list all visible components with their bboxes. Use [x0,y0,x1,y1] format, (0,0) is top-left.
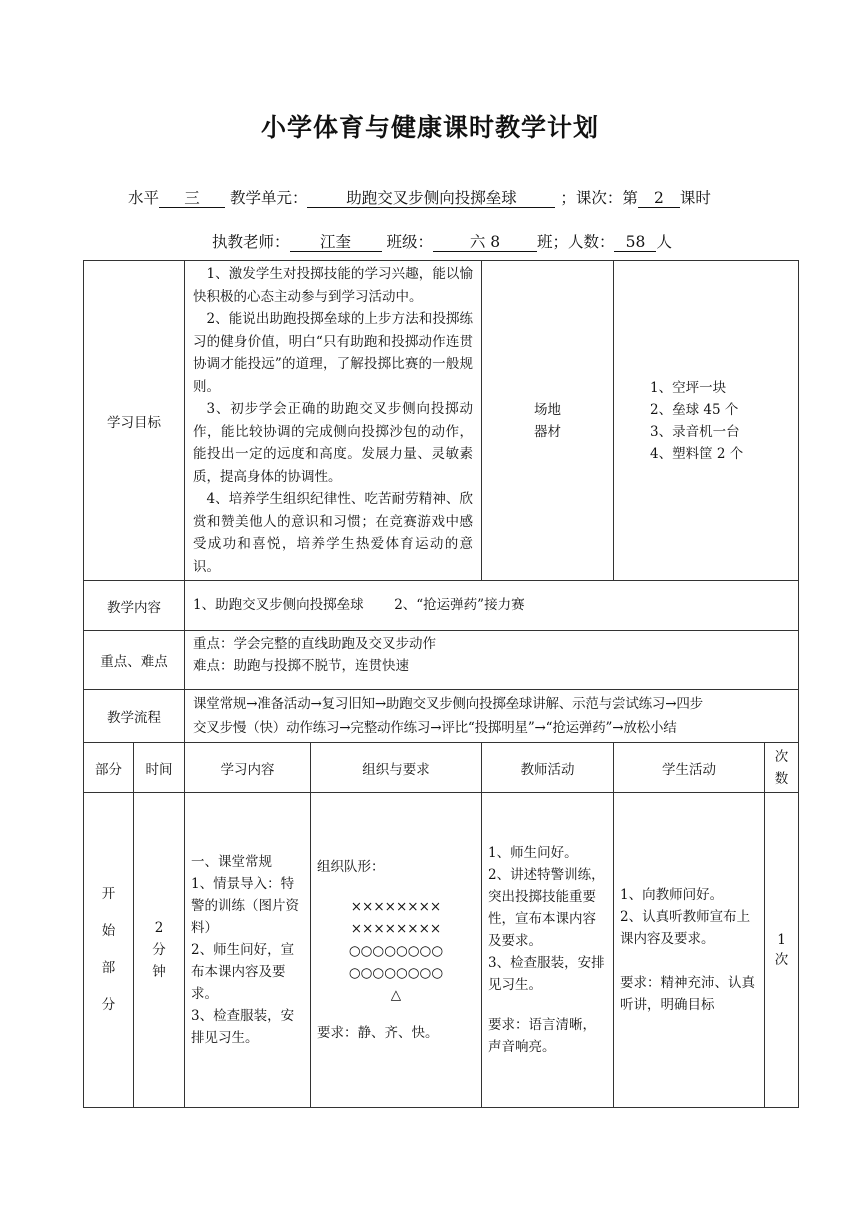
lesson-label: ；课次：第 [560,189,638,207]
page-title: 小学体育与健康课时教学计划 [260,113,599,142]
time-char: 2 [154,920,164,936]
col-header-time: 时间 [134,743,185,793]
objectives-label: 学习目标 [84,261,185,581]
student-requirement: 要求：精神充沛、认真听讲，明确目标 [620,975,755,1013]
formation-diagram [317,896,475,1006]
formation-row: ×××××××× [350,899,442,915]
time-char: 分 [152,942,166,958]
count-value: 58 [614,233,656,252]
flow-line-2: 交叉步慢（快）动作练习→完整动作练习→评比“投掷明星”→“抢运弹药”→放松小结 [193,720,677,736]
col-header-content: 学习内容 [185,743,311,793]
objectives-row [84,261,799,581]
level-value: 三 [159,189,225,208]
venue-label-2: 器材 [534,423,561,440]
class-label: 班级： [386,233,433,251]
content-row [84,581,799,631]
start-student-cell [614,793,765,1108]
venue-items-cell [614,261,799,581]
part-char: 开 [101,886,116,902]
teacher-line: 3、检查服装，安排见习生。 [488,955,605,993]
class-suffix: 班；人数： [536,233,615,251]
venue-item: 1、空坪一块 [650,379,727,396]
venue-item: 3、录音机一台 [650,423,740,440]
teacher-value: 江奎 [290,233,382,252]
start-organization-cell [311,793,482,1108]
venue-label-cell [482,261,614,581]
column-header-row [84,743,799,793]
formation-row: ×××××××× [350,921,442,937]
objectives-cell [185,261,482,581]
col-header-organization: 组织与要求 [311,743,482,793]
col-header-times-1: 次 [774,748,789,765]
organization-title: 组织队形： [317,859,385,875]
content-line: 一、课堂常规 [191,854,272,870]
part-char: 始 [101,923,116,939]
content-cell [185,581,799,631]
header-line-1 [0,186,860,208]
objective-item: 3、初步学会正确的助跑交叉步侧向投掷动作，能比较协调的完成侧向投掷沙包的动作，能投出一定的远度和高度。发展力量、灵敏素质，提高身体的协调性。 [193,401,473,485]
part-char: 分 [101,997,116,1013]
teacher-label: 执教老师： [212,233,290,251]
lesson-plan-table [83,260,799,1108]
start-time-cell [134,793,185,1108]
start-teacher-cell [482,793,614,1108]
content-line: 3、检查服装，安排见习生。 [191,1008,295,1046]
time-char: 钟 [152,964,166,980]
flow-row [84,690,799,743]
start-content-cell [185,793,311,1108]
student-line: 1、向教师问好。 [620,887,724,903]
content-item-1: 1、助跑交叉步侧向投掷垒球 [193,597,364,614]
content-label: 教学内容 [84,581,185,631]
key-points-label: 重点、难点 [84,631,185,690]
lesson-suffix: 课时 [679,189,711,207]
teacher-line: 2、讲述特警训练，突出投掷技能重要性，宣布本课内容及要求。 [488,867,605,949]
teacher-requirement: 要求：语言清晰，声音响亮。 [488,1017,596,1055]
venue-item: 4、塑料筐 2 个 [650,445,744,462]
student-line: 2、认真听教师宣布上课内容及要求。 [620,909,751,947]
formation-teacher-marker: △ [390,987,402,1003]
venue-item: 2、垒球 45 个 [650,401,739,418]
flow-line-1: 课堂常规→准备活动→复习旧知→助跑交叉步侧向投掷垒球讲解、示范与尝试练习→四步 [193,696,703,712]
flow-cell [185,690,799,743]
unit-value: 助跑交叉步侧向投掷垒球 [307,189,555,208]
col-header-times [765,743,799,793]
venue-label-1: 场地 [534,401,561,418]
content-line: 2、师生问好，宣布本课内容及要求。 [191,942,295,1002]
start-part-cell [84,793,134,1108]
col-header-part: 部分 [84,743,134,793]
formation-row: ○○○○○○○○ [348,943,444,959]
col-header-times-2: 数 [774,770,789,787]
lesson-value: 2 [638,189,680,208]
key-points-row [84,631,799,690]
organization-requirement: 要求：静、齐、快。 [317,1025,439,1041]
flow-label: 教学流程 [84,690,185,743]
content-item-2: 2、“抢运弹药”接力赛 [394,597,525,614]
header-line-2 [0,230,860,252]
count-suffix: 人 [656,233,672,251]
col-header-student: 学生活动 [614,743,765,793]
objective-item: 1、激发学生对投掷技能的学习兴趣，能以愉快积极的心态主动参与到学习活动中。 [193,266,473,305]
formation-row: ○○○○○○○○ [348,965,444,981]
content-line: 1、情景导入：特警的训练（图片资料） [191,876,299,936]
key-difficulty: 难点：助跑与投掷不脱节，连贯快速 [193,658,409,674]
objective-item: 2、能说出助跑投掷垒球的上步方法和投掷练习的健身价值，明白“只有助跑和投掷动作连贯协调才能投远”的道理，了解投掷比赛的一般规则。 [193,311,473,395]
level-label: 水平 [128,189,160,207]
col-header-teacher: 教师活动 [482,743,614,793]
start-section-row [84,793,799,1108]
objective-item: 4、培养学生组织纪律性、吃苦耐劳精神、欣赏和赞美他人的意识和习惯；在竞赛游戏中感受成功和喜悦，培养学生热爱体育运动的意识。 [193,491,473,575]
start-times-cell: 1 次 [765,793,799,1108]
unit-label: 教学单元： [229,189,308,207]
teacher-line: 1、师生问好。 [488,845,578,861]
part-char: 部 [101,960,116,976]
key-points-cell [185,631,799,690]
class-value: 六 8 [433,233,537,252]
key-focus: 重点：学会完整的直线助跑及交叉步动作 [193,636,436,652]
